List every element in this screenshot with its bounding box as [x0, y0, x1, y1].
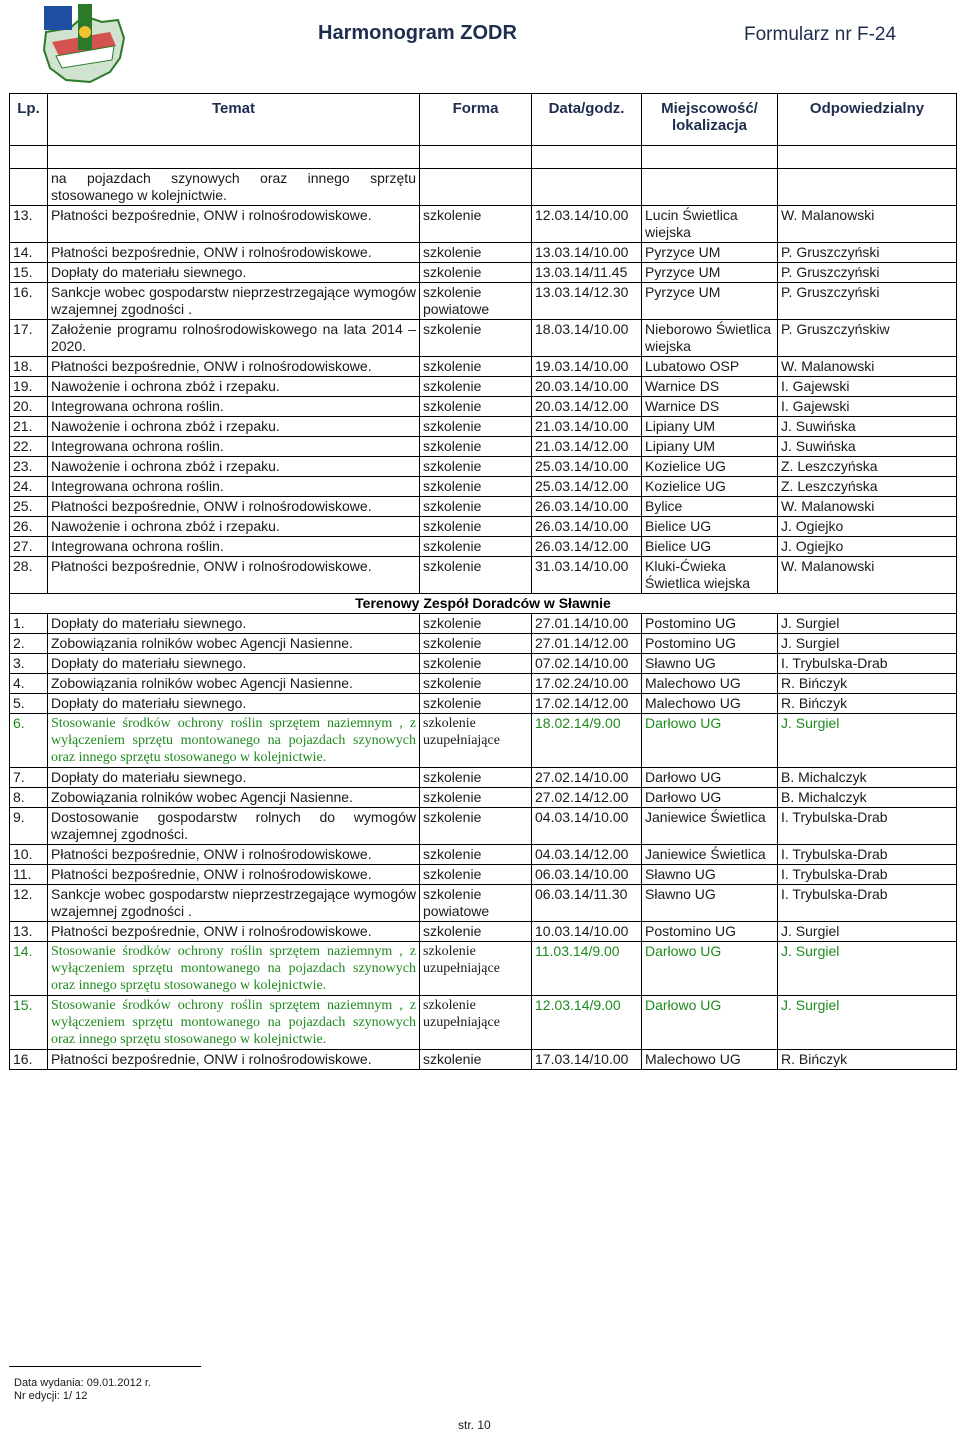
table-row [10, 674, 957, 694]
cell-place: Darłowo UG [642, 996, 778, 1050]
cell-forma: szkolenie [420, 357, 532, 377]
cell-date: 27.02.14/12.00 [532, 788, 642, 808]
col-header-date: Data/godz. [532, 94, 642, 146]
cell-lp: 23. [10, 457, 48, 477]
cell-place: Bielice UG [642, 517, 778, 537]
cell-forma: szkolenie [420, 263, 532, 283]
cell-lp: 15. [10, 263, 48, 283]
cell-forma: szkolenie [420, 457, 532, 477]
table-row [10, 634, 957, 654]
cell-lp: 1. [10, 614, 48, 634]
cell-lp: 24. [10, 477, 48, 497]
cell-temat: Integrowana ochrona roślin. [48, 437, 420, 457]
cell-forma: szkolenie [420, 654, 532, 674]
cell-forma: szkolenie [420, 537, 532, 557]
cell-place: Pyrzyce UM [642, 243, 778, 263]
cell-date: 07.02.14/10.00 [532, 654, 642, 674]
cell-date: 25.03.14/10.00 [532, 457, 642, 477]
cell-forma: szkolenie [420, 206, 532, 243]
table-row [10, 922, 957, 942]
cell-date: 17.02.24/10.00 [532, 674, 642, 694]
cell-place: Bylice [642, 497, 778, 517]
cell-place: Kluki-Ćwieka Świetlica wiejska [642, 557, 778, 594]
table-row [10, 206, 957, 243]
cell-resp: J. Surgiel [778, 614, 957, 634]
cell-date: 25.03.14/12.00 [532, 477, 642, 497]
table-row [10, 654, 957, 674]
cell-date: 13.03.14/10.00 [532, 243, 642, 263]
cell-temat: Dopłaty do materiału siewnego. [48, 263, 420, 283]
table-row [10, 694, 957, 714]
cell-forma: szkolenie uzupełniające [420, 942, 532, 996]
cell-resp: J. Surgiel [778, 922, 957, 942]
cell-date: 17.02.14/12.00 [532, 694, 642, 714]
cell-temat: Stosowanie środków ochrony roślin sprzętem naziemnym , z wyłączeniem sprzętu montowanego na pojazdach szynowych oraz innego sprzętu stosowanego w kolejnictwie. [48, 996, 420, 1050]
table-row [10, 788, 957, 808]
edition-number: Nr edycji: 1/ 12 [14, 1390, 88, 1402]
section-header-row [10, 594, 957, 614]
cell-forma: szkolenie [420, 808, 532, 845]
cell-date: 31.03.14/10.00 [532, 557, 642, 594]
table-row [10, 497, 957, 517]
cell-place: Postomino UG [642, 922, 778, 942]
cell-lp: 26. [10, 517, 48, 537]
table-row [10, 357, 957, 377]
cell-forma: szkolenie [420, 768, 532, 788]
cell-lp: 15. [10, 996, 48, 1050]
table-row [10, 845, 957, 865]
cell-lp: 10. [10, 845, 48, 865]
cell-temat: Nawożenie i ochrona zbóż i rzepaku. [48, 417, 420, 437]
table-row [10, 885, 957, 922]
table-row [10, 808, 957, 845]
cell-temat: Integrowana ochrona roślin. [48, 397, 420, 417]
table-row [10, 517, 957, 537]
cell-place: Lubatowo OSP [642, 357, 778, 377]
cell-resp: I. Trybulska-Drab [778, 654, 957, 674]
document-title: Harmonogram ZODR [318, 22, 517, 44]
cell-lp: 25. [10, 497, 48, 517]
cell-date: 04.03.14/12.00 [532, 845, 642, 865]
cell-temat: Płatności bezpośrednie, ONW i rolnośrodowiskowe. [48, 865, 420, 885]
cell-resp: J. Suwińska [778, 437, 957, 457]
cell-resp: J. Surgiel [778, 714, 957, 768]
cell-place: Kozielice UG [642, 477, 778, 497]
cell-lp: 4. [10, 674, 48, 694]
cell-temat: Płatności bezpośrednie, ONW i rolnośrodowiskowe. [48, 357, 420, 377]
cell-temat: Dopłaty do materiału siewnego. [48, 694, 420, 714]
cell-date: 06.03.14/10.00 [532, 865, 642, 885]
cell-forma: szkolenie [420, 557, 532, 594]
table-row [10, 942, 957, 996]
cell-date: 26.03.14/10.00 [532, 497, 642, 517]
cell-resp: Z. Leszczyńska [778, 477, 957, 497]
page-number: str. 10 [458, 1418, 491, 1432]
cell-place: Postomino UG [642, 634, 778, 654]
cell-forma: szkolenie [420, 634, 532, 654]
cell-lp: 18. [10, 357, 48, 377]
cell-place: Kozielice UG [642, 457, 778, 477]
cell-lp: 7. [10, 768, 48, 788]
cell-temat: Założenie programu rolnośrodowiskowego na lata 2014 – 2020. [48, 320, 420, 357]
col-header-resp: Odpowiedzialny [778, 94, 957, 146]
cell-resp: J. Ogiejko [778, 537, 957, 557]
table-row [10, 714, 957, 768]
table-row [10, 169, 957, 206]
footer-divider [9, 1366, 201, 1367]
cell-resp: I. Trybulska-Drab [778, 865, 957, 885]
cell-lp: 21. [10, 417, 48, 437]
cell-forma: szkolenie [420, 865, 532, 885]
cell-date: 13.03.14/11.45 [532, 263, 642, 283]
cell-temat: Stosowanie środków ochrony roślin sprzętem naziemnym , z wyłączeniem sprzętu montowanego na pojazdach szynowych oraz innego sprzętu stosowanego w kolejnictwie. [48, 714, 420, 768]
cell-lp: 20. [10, 397, 48, 417]
cell-lp: 3. [10, 654, 48, 674]
cell-place: Postomino UG [642, 614, 778, 634]
cell-resp: P. Gruszczyński [778, 243, 957, 263]
cell-lp: 13. [10, 922, 48, 942]
cell-temat: Płatności bezpośrednie, ONW i rolnośrodowiskowe. [48, 1050, 420, 1070]
cell-place: Pyrzyce UM [642, 283, 778, 320]
cell-temat: Zobowiązania rolników wobec Agencji Nasienne. [48, 634, 420, 654]
cell-resp: J. Surgiel [778, 942, 957, 996]
cell-temat: Nawożenie i ochrona zbóż i rzepaku. [48, 517, 420, 537]
cell-lp: 16. [10, 1050, 48, 1070]
cell-place: Warnice DS [642, 377, 778, 397]
cell-forma: szkolenie [420, 788, 532, 808]
cell-forma: szkolenie [420, 377, 532, 397]
cell-forma: szkolenie [420, 922, 532, 942]
cell-resp: J. Suwińska [778, 417, 957, 437]
cell-forma: szkolenie [420, 845, 532, 865]
col-header-forma: Forma [420, 94, 532, 146]
cell-date: 26.03.14/10.00 [532, 517, 642, 537]
cell-temat: Płatności bezpośrednie, ONW i rolnośrodowiskowe. [48, 497, 420, 517]
cell-forma: szkolenie [420, 320, 532, 357]
col-header-temat: Temat [48, 94, 420, 146]
cell-forma: szkolenie powiatowe [420, 885, 532, 922]
cell-date: 18.03.14/10.00 [532, 320, 642, 357]
table-row [10, 263, 957, 283]
cell-place: Nieborowo Świetlica wiejska [642, 320, 778, 357]
cell-temat: Sankcje wobec gospodarstw nieprzestrzegające wymogów wzajemnej zgodności . [48, 283, 420, 320]
cell-place: Sławno UG [642, 865, 778, 885]
cell-lp: 2. [10, 634, 48, 654]
table-row [10, 996, 957, 1050]
cell-temat: Płatności bezpośrednie, ONW i rolnośrodowiskowe. [48, 206, 420, 243]
cell-date: 26.03.14/12.00 [532, 537, 642, 557]
form-number: Formularz nr F-24 [744, 24, 897, 45]
cell-date: 06.03.14/11.30 [532, 885, 642, 922]
cell-resp: I. Gajewski [778, 397, 957, 417]
cell-date: 13.03.14/12.30 [532, 283, 642, 320]
cell-forma: szkolenie [420, 674, 532, 694]
cell-resp: R. Bińczyk [778, 1050, 957, 1070]
cell-resp: W. Malanowski [778, 557, 957, 594]
cell-date: 27.02.14/10.00 [532, 768, 642, 788]
cell-resp: P. Gruszczyński [778, 263, 957, 283]
table-row [10, 614, 957, 634]
table-row [10, 320, 957, 357]
cell-temat: Płatności bezpośrednie, ONW i rolnośrodowiskowe. [48, 557, 420, 594]
cell-resp: W. Malanowski [778, 497, 957, 517]
cell-temat: Zobowiązania rolników wobec Agencji Nasienne. [48, 788, 420, 808]
cell-place: Darłowo UG [642, 714, 778, 768]
cell-lp: 9. [10, 808, 48, 845]
cell-lp: 12. [10, 885, 48, 922]
cell-date: 04.03.14/10.00 [532, 808, 642, 845]
cell-forma: szkolenie [420, 397, 532, 417]
cell-forma: szkolenie [420, 477, 532, 497]
cell-date: 18.02.14/9.00 [532, 714, 642, 768]
cell-place: Malechowo UG [642, 694, 778, 714]
cell-lp: 13. [10, 206, 48, 243]
cell-date: 19.03.14/10.00 [532, 357, 642, 377]
col-header-place: Miejscowość/ lokalizacja [642, 94, 778, 146]
cell-date: 12.03.14/10.00 [532, 206, 642, 243]
cell-forma: szkolenie [420, 694, 532, 714]
cell-lp: 22. [10, 437, 48, 457]
cell-resp: R. Bińczyk [778, 694, 957, 714]
cell-date: 20.03.14/10.00 [532, 377, 642, 397]
cell-resp: W. Malanowski [778, 206, 957, 243]
section-title: Terenowy Zespół Doradców w Sławnie [10, 594, 957, 614]
cell-lp: 8. [10, 788, 48, 808]
cell-resp: I. Trybulska-Drab [778, 845, 957, 865]
cell-lp: 14. [10, 243, 48, 263]
schedule-table [9, 93, 957, 1070]
cell-forma: szkolenie [420, 497, 532, 517]
cell-resp: I. Trybulska-Drab [778, 808, 957, 845]
table-row [10, 417, 957, 437]
cell-temat: Nawożenie i ochrona zbóż i rzepaku. [48, 377, 420, 397]
cell-resp: B. Michalczyk [778, 788, 957, 808]
cell-forma: szkolenie uzupełniające [420, 996, 532, 1050]
cell-resp: J. Surgiel [778, 634, 957, 654]
cell-temat: Nawożenie i ochrona zbóż i rzepaku. [48, 457, 420, 477]
cell-place: Lipiany UM [642, 437, 778, 457]
cell-temat: Zobowiązania rolników wobec Agencji Nasienne. [48, 674, 420, 694]
cell-temat: Integrowana ochrona roślin. [48, 477, 420, 497]
cell-temat: Płatności bezpośrednie, ONW i rolnośrodowiskowe. [48, 845, 420, 865]
cell-lp: 19. [10, 377, 48, 397]
cell-lp: 28. [10, 557, 48, 594]
cell-temat: na pojazdach szynowych oraz innego sprzętu stosowanego w kolejnictwie. [48, 169, 420, 206]
cell-lp: 14. [10, 942, 48, 996]
cell-date: 27.01.14/12.00 [532, 634, 642, 654]
cell-forma: szkolenie [420, 417, 532, 437]
table-row [10, 477, 957, 497]
cell-place: Sławno UG [642, 654, 778, 674]
cell-temat: Stosowanie środków ochrony roślin sprzętem naziemnym , z wyłączeniem sprzętu montowanego na pojazdach szynowych oraz innego sprzętu stosowanego w kolejnictwie. [48, 942, 420, 996]
table-row [10, 537, 957, 557]
cell-place: Janiewice Świetlica [642, 845, 778, 865]
table-row [10, 557, 957, 594]
table-row [10, 397, 957, 417]
table-row [10, 865, 957, 885]
table-row [10, 283, 957, 320]
cell-date: 11.03.14/9.00 [532, 942, 642, 996]
cell-place: Darłowo UG [642, 942, 778, 996]
cell-place: Bielice UG [642, 537, 778, 557]
cell-resp: P. Gruszczyńskiw [778, 320, 957, 357]
issue-date: Data wydania: 09.01.2012 r. [14, 1377, 151, 1389]
cell-lp: 5. [10, 694, 48, 714]
cell-resp: Z. Leszczyńska [778, 457, 957, 477]
cell-temat: Dopłaty do materiału siewnego. [48, 614, 420, 634]
cell-place: Sławno UG [642, 885, 778, 922]
cell-resp: J. Ogiejko [778, 517, 957, 537]
cell-forma: szkolenie [420, 243, 532, 263]
cell-forma: szkolenie [420, 614, 532, 634]
header-spacer-row [10, 146, 957, 169]
cell-temat: Dostosowanie gospodarstw rolnych do wymogów wzajemnej zgodności. [48, 808, 420, 845]
cell-date: 21.03.14/12.00 [532, 437, 642, 457]
col-header-lp: Lp. [10, 94, 48, 146]
cell-lp: 27. [10, 537, 48, 557]
cell-resp: P. Gruszczyński [778, 283, 957, 320]
cell-date: 10.03.14/10.00 [532, 922, 642, 942]
table-row [10, 1050, 957, 1070]
cell-forma: szkolenie uzupełniające [420, 714, 532, 768]
cell-lp: 6. [10, 714, 48, 768]
cell-resp: B. Michalczyk [778, 768, 957, 788]
cell-date: 20.03.14/12.00 [532, 397, 642, 417]
cell-temat: Płatności bezpośrednie, ONW i rolnośrodowiskowe. [48, 922, 420, 942]
cell-resp: I. Gajewski [778, 377, 957, 397]
cell-forma: szkolenie [420, 1050, 532, 1070]
table-header-row [10, 94, 957, 146]
cell-forma: szkolenie powiatowe [420, 283, 532, 320]
cell-forma: szkolenie [420, 517, 532, 537]
cell-lp: 11. [10, 865, 48, 885]
cell-date: 27.01.14/10.00 [532, 614, 642, 634]
table-row [10, 768, 957, 788]
cell-resp: R. Bińczyk [778, 674, 957, 694]
cell-temat: Płatności bezpośrednie, ONW i rolnośrodowiskowe. [48, 243, 420, 263]
cell-place: Darłowo UG [642, 768, 778, 788]
table-row [10, 377, 957, 397]
cell-place: Lipiany UM [642, 417, 778, 437]
cell-date: 17.03.14/10.00 [532, 1050, 642, 1070]
cell-forma: szkolenie [420, 437, 532, 457]
cell-resp: W. Malanowski [778, 357, 957, 377]
cell-lp: 17. [10, 320, 48, 357]
cell-date: 21.03.14/10.00 [532, 417, 642, 437]
cell-temat: Sankcje wobec gospodarstw nieprzestrzegające wymogów wzajemnej zgodności . [48, 885, 420, 922]
cell-place: Malechowo UG [642, 1050, 778, 1070]
cell-place: Darłowo UG [642, 788, 778, 808]
cell-place: Janiewice Świetlica [642, 808, 778, 845]
cell-resp: J. Surgiel [778, 996, 957, 1050]
cell-place: Pyrzyce UM [642, 263, 778, 283]
cell-place: Lucin Świetlica wiejska [642, 206, 778, 243]
table-row [10, 457, 957, 477]
cell-place: Malechowo UG [642, 674, 778, 694]
cell-date: 12.03.14/9.00 [532, 996, 642, 1050]
cell-temat: Dopłaty do materiału siewnego. [48, 768, 420, 788]
cell-lp: 16. [10, 283, 48, 320]
cell-resp: I. Trybulska-Drab [778, 885, 957, 922]
table-row [10, 243, 957, 263]
cell-temat: Dopłaty do materiału siewnego. [48, 654, 420, 674]
organization-logo [40, 2, 128, 86]
cell-place: Warnice DS [642, 397, 778, 417]
edition-info [14, 1377, 151, 1403]
cell-temat: Integrowana ochrona roślin. [48, 537, 420, 557]
table-row [10, 437, 957, 457]
